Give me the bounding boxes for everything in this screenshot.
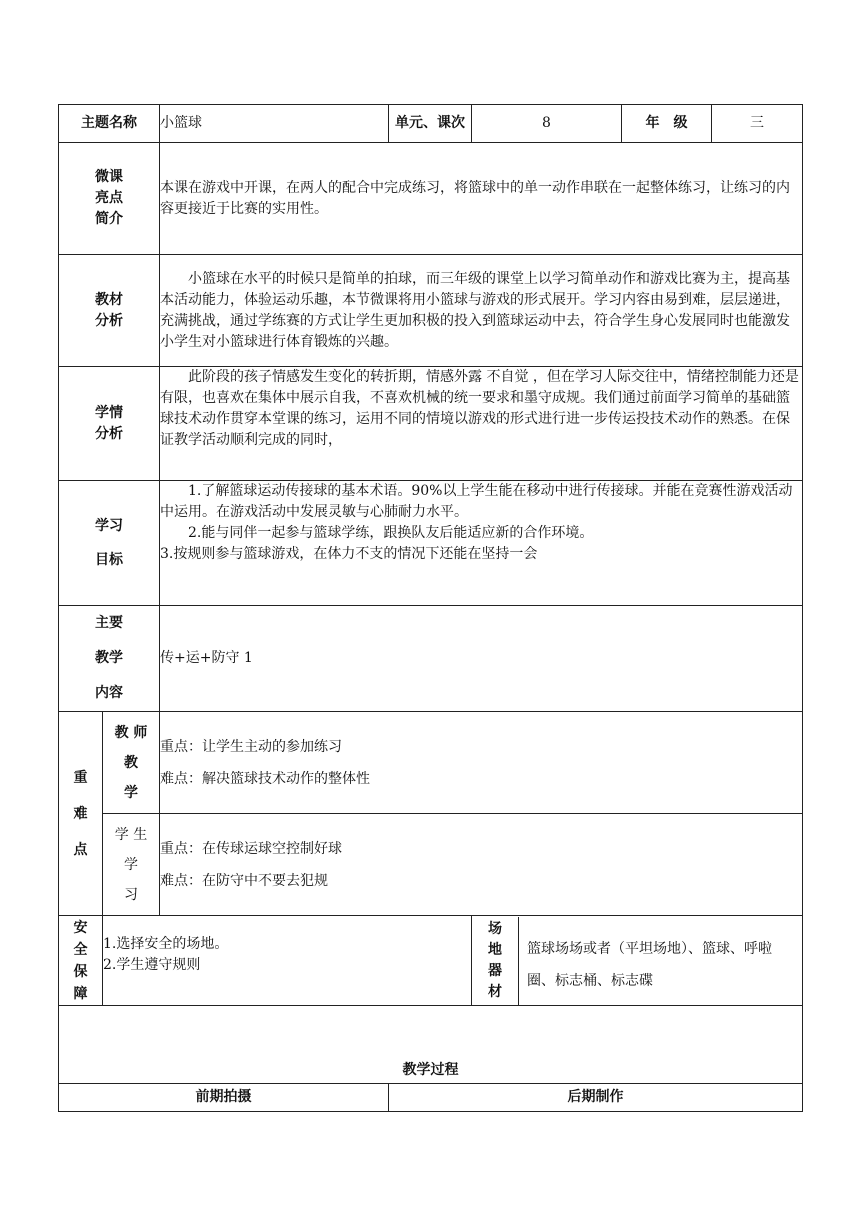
venue-label-line: 器	[488, 962, 502, 979]
student-key-row	[59, 814, 803, 916]
safety-label-line: 安	[73, 919, 88, 936]
materials-label	[59, 255, 160, 367]
process-col-pre: 前期拍摄	[59, 1084, 389, 1112]
goal-item: 2.能与同伴一起参与篮球学练，跟换队友后能适应新的合作环境。	[188, 525, 594, 541]
lesson-plan-table	[58, 104, 803, 1112]
learners-label-line: 学情	[95, 404, 123, 421]
teacher-label-line: 教 师	[114, 724, 148, 741]
goal-item: 1.了解篮球运动传接球的基本术语。90%以上学生能在移动中进行传接球。并能在竞赛性游戏活动中运用。在游戏活动中发展灵敏与心肺耐力水平。	[160, 483, 793, 520]
safety-item: 1.选择安全的场地。	[103, 936, 229, 952]
student-difficulty: 难点：在防守中不要去犯规	[160, 872, 328, 889]
student-label-line: 习	[124, 886, 138, 903]
venue-label-line: 地	[488, 941, 502, 958]
process-title-row	[59, 1006, 803, 1084]
safety-item: 2.学生遵守规则	[103, 957, 201, 973]
venue-cell	[472, 916, 803, 1006]
key-points-label-line: 难	[73, 805, 88, 822]
safety-row	[59, 916, 803, 1006]
content-label	[59, 606, 160, 712]
goals-text	[160, 481, 803, 606]
highlights-label-line: 简介	[95, 211, 123, 227]
key-points-label-line: 重	[73, 769, 88, 786]
safety-label	[59, 916, 103, 1006]
materials-row	[59, 255, 803, 367]
venue-label-line: 材	[488, 983, 502, 1000]
content-label-line: 主要	[95, 615, 123, 631]
teacher-label	[103, 712, 160, 814]
grade-label: 年 级	[622, 105, 712, 143]
teacher-key-row	[59, 712, 803, 814]
goals-row	[59, 481, 803, 606]
materials-label-line: 教材	[95, 291, 123, 308]
goal-item: 3.按规则参与篮球游戏，在体力不支的情况下还能在坚持一会	[160, 546, 538, 562]
venue-label-line: 场	[488, 920, 502, 937]
safety-label-line: 全	[73, 941, 88, 958]
process-title: 教学过程	[59, 1006, 803, 1084]
goals-label-line: 学习	[95, 518, 123, 534]
materials-text: 小篮球在水平的时候只是简单的拍球，而三年级的课堂上以学习简单动作和游戏比赛为主，提高基本活动能力，体验运动乐趣，本节微课将用小篮球与游戏的形式展开。学习内容由易到难，层层递进，充满挑战，通过学练赛的方式让学生更加积极的投入到篮球运动中去，符合学生身心发展同时也能激发小学生对小篮球进行体育锻炼的兴趣。	[160, 255, 803, 367]
student-points	[160, 814, 803, 916]
theme-label: 主题名称	[59, 105, 160, 143]
process-col-post: 后期制作	[389, 1084, 803, 1112]
goals-label-line: 目标	[95, 552, 123, 568]
venue-label	[472, 917, 519, 1005]
teacher-difficulty: 难点：解决篮球技术动作的整体性	[160, 770, 370, 787]
student-label	[103, 814, 160, 916]
unit-label: 单元、课次	[389, 105, 472, 143]
highlights-text: 本课在游戏中开课，在两人的配合中完成练习，将篮球中的单一动作串联在一起整体练习，让练习的内容更接近于比赛的实用性。	[160, 143, 803, 255]
learners-label	[59, 367, 160, 481]
process-columns-row	[59, 1084, 803, 1112]
unit-value: 8	[472, 105, 622, 143]
key-points-label-line: 点	[73, 841, 88, 858]
safety-label-line: 障	[73, 985, 88, 1002]
teacher-label-line: 教	[124, 754, 138, 771]
learners-label-line: 分析	[95, 425, 123, 442]
content-row	[59, 606, 803, 712]
student-key-point: 重点：在传球运球空控制好球	[160, 840, 342, 857]
header-row	[59, 105, 803, 143]
content-label-line: 内容	[95, 685, 123, 701]
venue-text: 篮球场场或者（平坦场地）、篮球、呼啦圈、标志桶、标志碟	[527, 940, 772, 989]
goals-label	[59, 481, 160, 606]
student-label-line: 学	[124, 856, 138, 873]
highlights-label-line: 亮点	[95, 190, 123, 206]
theme-value: 小篮球	[160, 105, 389, 143]
teacher-key-point: 重点：让学生主动的参加练习	[160, 738, 342, 755]
learners-text: 此阶段的孩子情感发生变化的转折期，情感外露 不自觉 ，但在学习人际交往中，情绪控制能力还是有限，也喜欢在集体中展示自我，不喜欢机械的统一要求和墨守成规。我们通过前面学习简单的基础篮球技术动作贯穿本堂课的练习，运用不同的情境以游戏的形式进行进一步传运投技术动作的熟悉。在保证教学活动顺利完成的同时，	[160, 367, 803, 481]
learners-row	[59, 367, 803, 481]
key-points-label	[59, 712, 103, 916]
content-text: 传+运+防守 1	[160, 606, 803, 712]
safety-text	[103, 916, 472, 1006]
teacher-points	[160, 712, 803, 814]
materials-label-line: 分析	[95, 312, 123, 329]
highlights-label-line: 微课	[95, 169, 123, 185]
content-label-line: 教学	[95, 650, 123, 666]
highlights-label	[59, 143, 160, 255]
grade-value: 三	[712, 105, 803, 143]
safety-label-line: 保	[73, 963, 88, 980]
teacher-label-line: 学	[124, 784, 138, 801]
highlights-row	[59, 143, 803, 255]
student-label-line: 学 生	[114, 826, 148, 843]
